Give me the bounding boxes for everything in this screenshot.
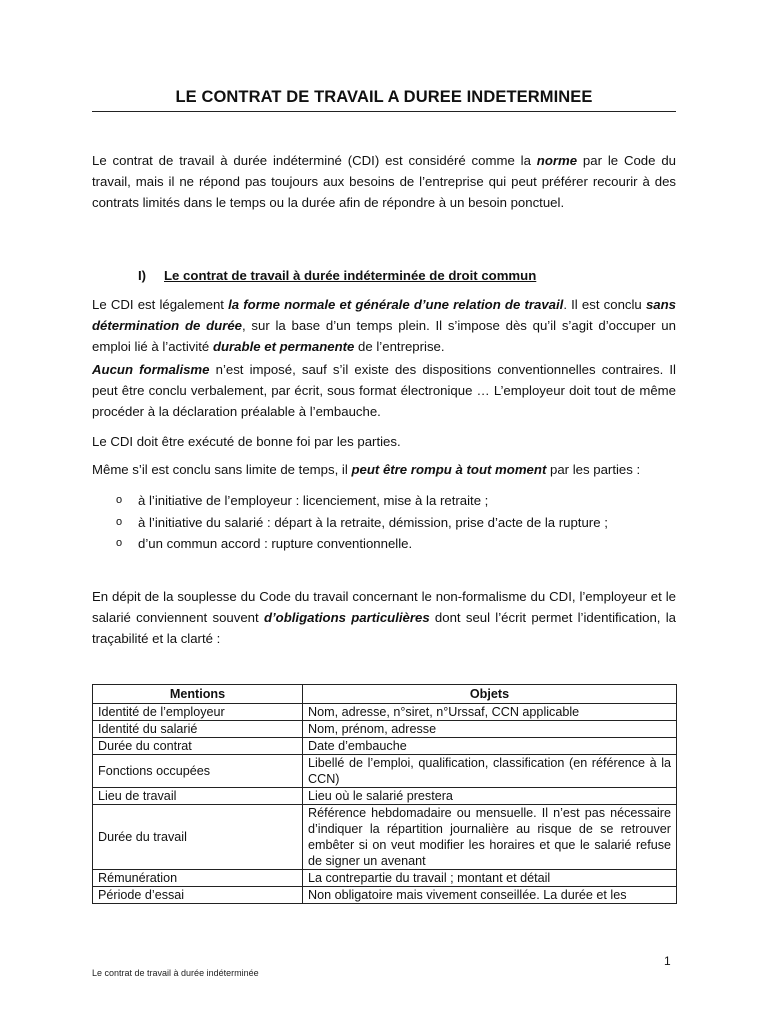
page-footer: Le contrat de travail à durée indéterminée	[92, 968, 259, 978]
title-underline-rule	[92, 111, 676, 112]
cell-objet: Nom, prénom, adresse	[303, 721, 677, 738]
cell-objet: Date d’embauche	[303, 738, 677, 755]
cell-mention: Période d’essai	[93, 887, 303, 904]
cell-mention: Durée du contrat	[93, 738, 303, 755]
cell-objet: Lieu où le salarié prestera	[303, 788, 677, 805]
mentions-table	[92, 684, 677, 904]
cdi-text-2: . Il est conclu	[563, 297, 646, 312]
intro-emphasis-norme: norme	[536, 153, 578, 168]
cdi-emphasis-sans-duree: sans détermination de durée	[92, 297, 676, 333]
list-item-text: d’un commun accord : rupture conventionnelle.	[138, 536, 413, 551]
cdi-definition-paragraph	[92, 294, 676, 357]
header-mentions: Mentions	[93, 685, 303, 704]
table-row	[93, 738, 677, 755]
list-item-text: à l’initiative du salarié : départ à la retraite, démission, prise d’acte de la rupture ;	[138, 514, 608, 530]
table-row	[93, 755, 677, 788]
cdi-text-4: de l’entreprise.	[354, 339, 445, 354]
cell-mention: Durée du travail	[93, 805, 303, 870]
obligations-emphasis: d’obligations particulières	[263, 610, 430, 625]
formalisme-emphasis: Aucun formalisme	[92, 362, 210, 377]
rupture-emphasis: peut être rompu à tout moment	[351, 462, 547, 477]
intro-paragraph	[92, 150, 676, 213]
cell-mention: Lieu de travail	[93, 788, 303, 805]
rupture-text-1: Même s’il est conclu sans limite de temps, il	[92, 462, 352, 477]
obligations-text-2: dont seul l’écrit permet l’identification, la traçabilité et la clarté :	[92, 610, 676, 646]
intro-text-1: Le contrat de travail à durée indéterminé (CDI) est considéré comme la	[92, 153, 537, 168]
cell-objet: Non obligatoire mais vivement conseillée. La durée et les	[303, 887, 677, 904]
rupture-list	[116, 490, 676, 555]
header-objets: Objets	[303, 685, 677, 704]
page-number: 1	[664, 954, 671, 968]
cdi-text-1: Le CDI est légalement	[92, 297, 229, 312]
intro-text-2: par le Code du travail, mais il ne répond pas toujours aux besoins de l’entreprise qui peut préférer recourir à des contrats limités dans le temps ou la durée afin de répondre à un besoin ponctuel.	[92, 153, 676, 210]
cell-objet: La contrepartie du travail ; montant et détail	[303, 870, 677, 887]
list-item	[116, 533, 676, 555]
rupture-text-2: par les parties :	[546, 462, 641, 477]
cdi-emphasis-durable: durable et permanente	[212, 339, 355, 354]
cdi-text-3: , sur la base d’un temps plein. Il s’impose dès qu’il s’agit d’occuper un emploi lié à l’activité	[92, 318, 676, 354]
table-header-row	[93, 685, 677, 704]
obligations-paragraph	[92, 586, 676, 649]
obligations-text-1: En dépit de la souplesse du Code du travail concernant le non-formalisme du CDI, l’employeur et le salarié conviennent souvent	[92, 589, 676, 625]
table-row	[93, 788, 677, 805]
cell-mention: Identité de l’employeur	[93, 704, 303, 721]
bullet-circle-icon: o	[116, 515, 123, 528]
cell-mention: Rémunération	[93, 870, 303, 887]
cell-mention: Fonctions occupées	[93, 755, 303, 788]
section-title: Le contrat de travail à durée indéterminée de droit commun	[164, 268, 537, 283]
document-title: LE CONTRAT DE TRAVAIL A DUREE INDETERMINEE	[175, 88, 593, 106]
list-item	[116, 490, 676, 512]
section-number: I)	[138, 268, 147, 283]
table-row	[93, 887, 677, 904]
cell-objet: Référence hebdomadaire ou mensuelle. Il n’est pas nécessaire d’indiquer la répartition journalière au risque de se retrouver embêter si on veut modifier les horaires et que le salarié refuse de signer un avenant	[303, 805, 677, 870]
formalisme-paragraph	[92, 359, 676, 422]
formalisme-text: n’est imposé, sauf s’il existe des dispositions conventionnelles contraires. Il peut être conclu verbalement, par écrit, sous format électronique … L’employeur doit tout de même procéder à la déclaration préalable à l’embauche.	[92, 362, 676, 419]
section-heading	[138, 268, 536, 283]
cell-objet: Nom, adresse, n°siret, n°Urssaf, CCN applicable	[303, 704, 677, 721]
list-item-text: à l’initiative de l’employeur : licenciement, mise à la retraite ;	[138, 493, 489, 508]
bonne-foi-paragraph: Le CDI doit être exécuté de bonne foi par les parties.	[92, 434, 401, 449]
bullet-circle-icon: o	[116, 494, 123, 506]
table-row	[93, 721, 677, 738]
cell-objet: Libellé de l’emploi, qualification, classification (en référence à la CCN)	[303, 755, 677, 788]
list-item	[116, 512, 676, 534]
table-row	[93, 870, 677, 887]
cdi-emphasis-forme-normale: la forme normale et générale d’une relation de travail	[228, 297, 564, 312]
cell-mention: Identité du salarié	[93, 721, 303, 738]
rupture-paragraph	[92, 459, 676, 480]
table-row	[93, 805, 677, 870]
bullet-circle-icon: o	[116, 537, 123, 549]
table-row	[93, 704, 677, 721]
